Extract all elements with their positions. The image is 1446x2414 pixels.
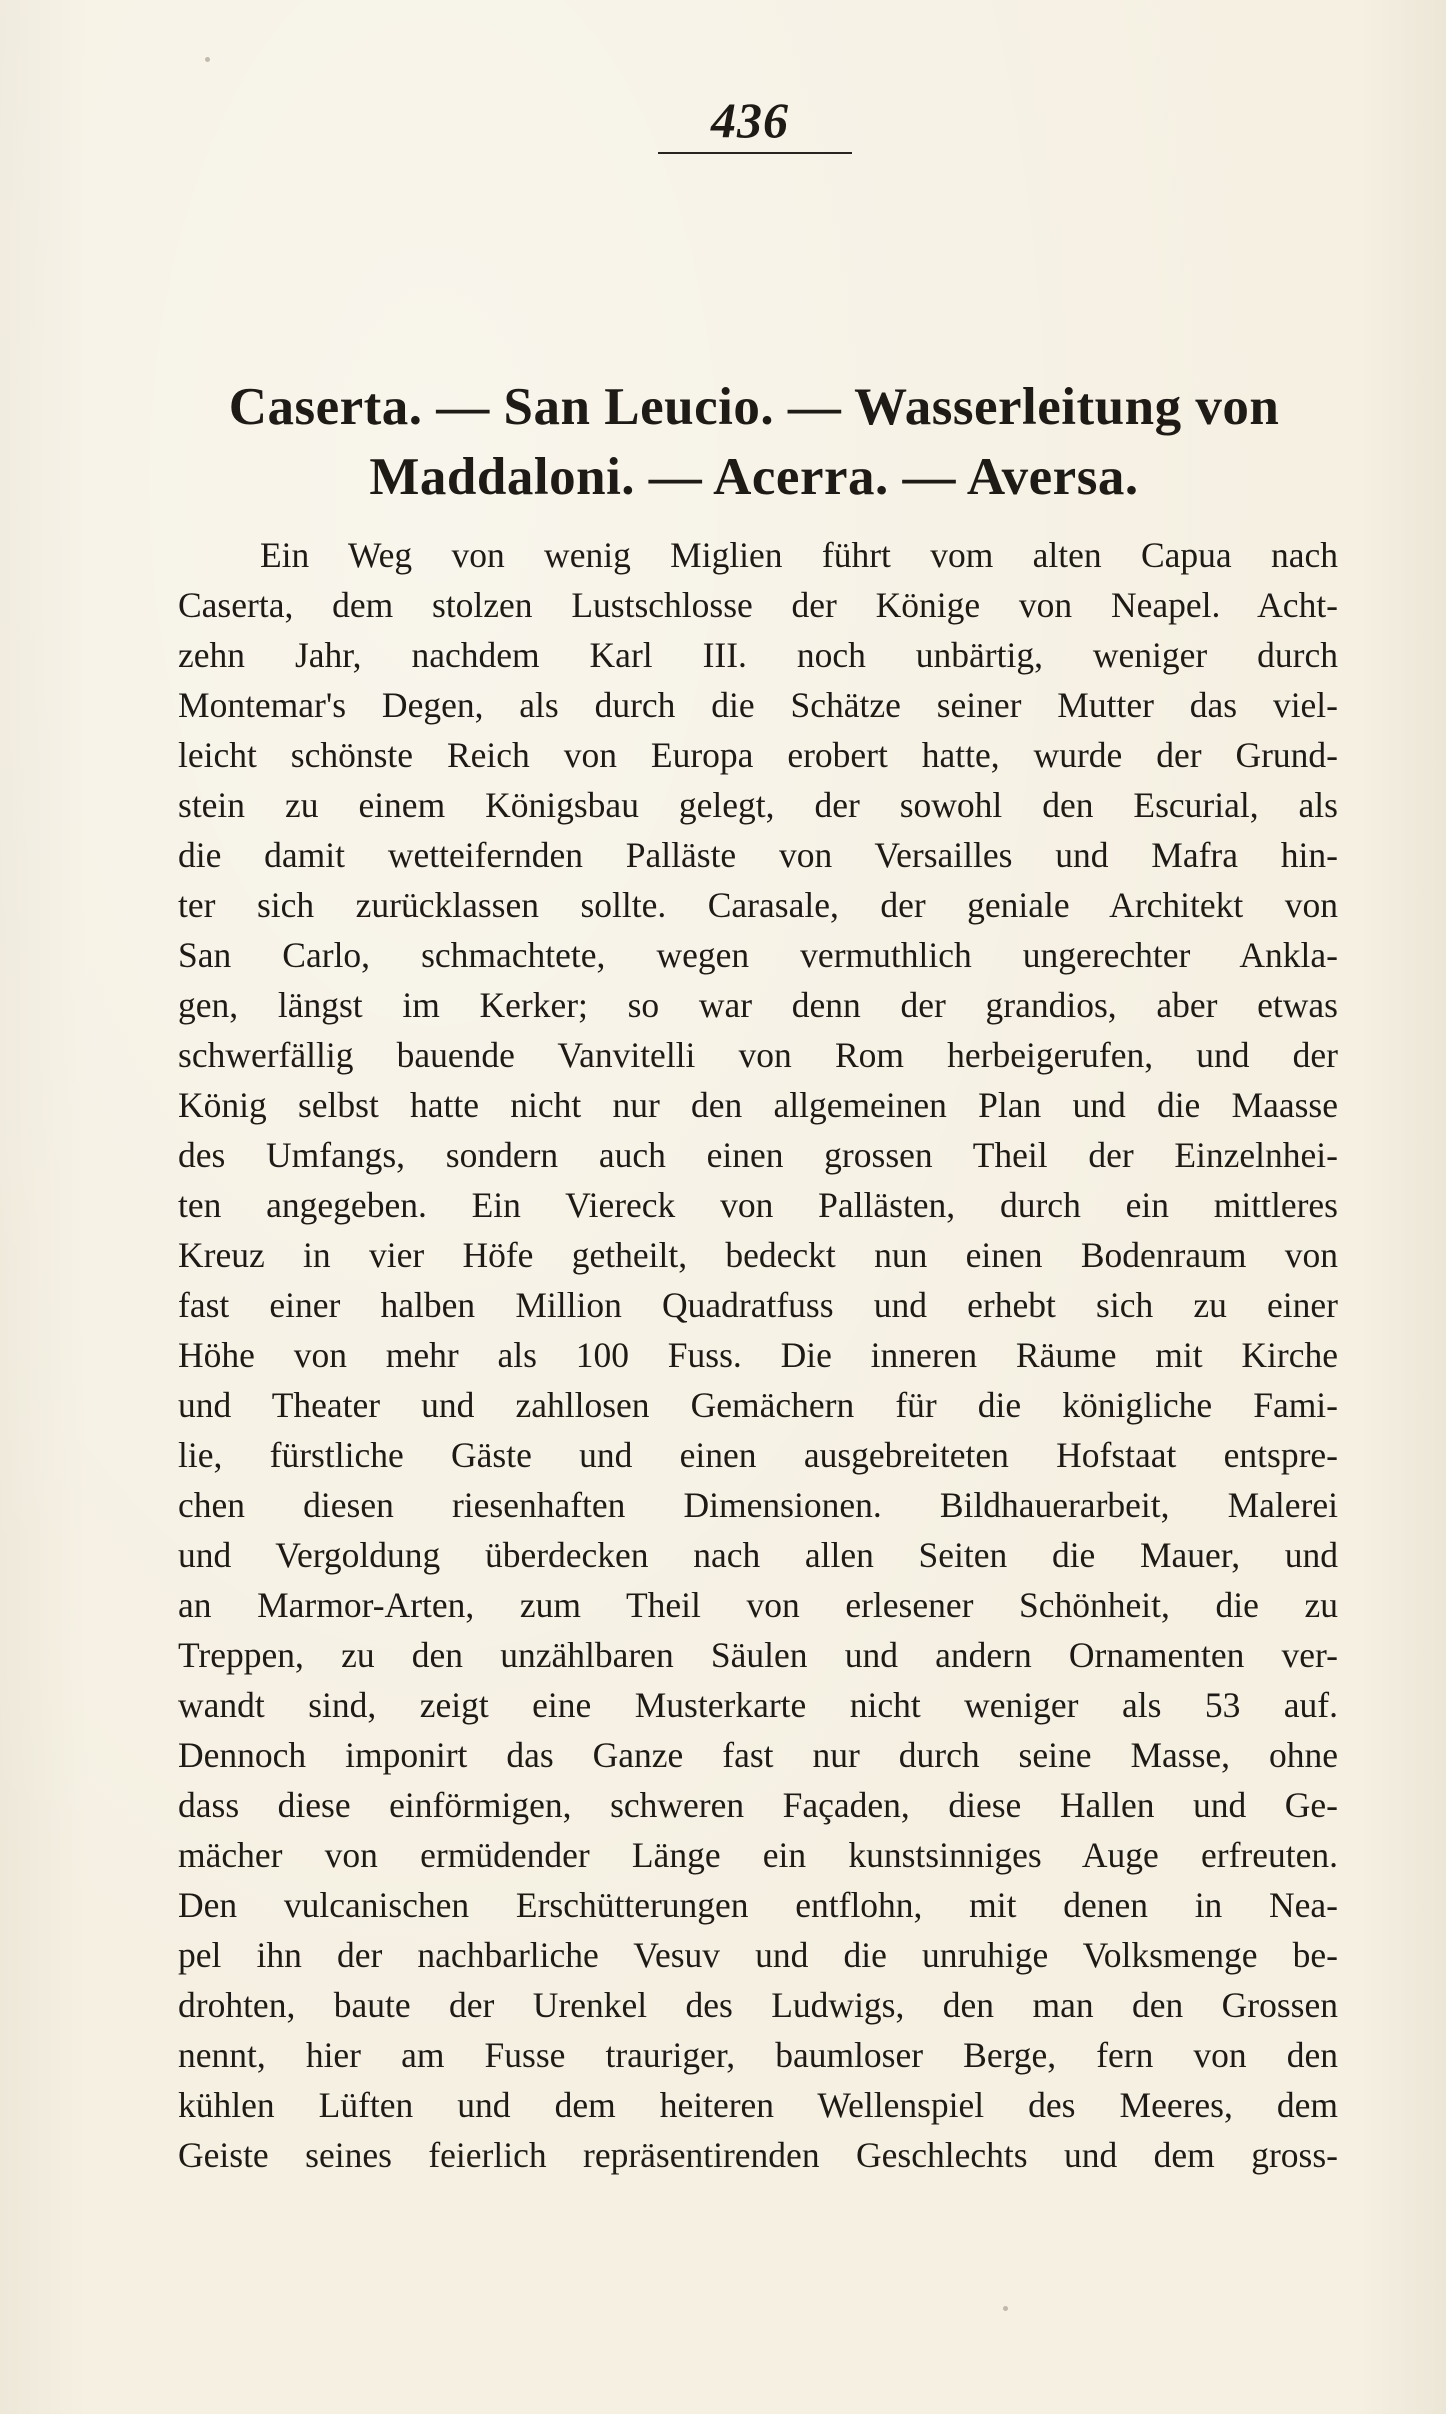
- text-line: fast einer halben Million Quadratfuss und erhebt sich zu einer: [178, 1285, 1338, 1325]
- text-line: an Marmor-Arten, zum Theil von erlesener Schönheit, die zu: [178, 1585, 1338, 1625]
- chapter-heading-line-1: Caserta. — San Leucio. — Wasserleitung von: [228, 378, 1280, 436]
- text-line: und Theater und zahllosen Gemächern für die königliche Fami-: [178, 1385, 1338, 1425]
- paper-speck: [1003, 2306, 1008, 2311]
- text-line: kühlen Lüften und dem heiteren Wellenspiel des Meeres, dem: [178, 2085, 1338, 2125]
- text-line: ten angegeben. Ein Viereck von Pallästen, durch ein mittleres: [178, 1185, 1338, 1225]
- text-line: drohten, baute der Urenkel des Ludwigs, den man den Grossen: [178, 1985, 1338, 2025]
- text-line: Montemar's Degen, als durch die Schätze seiner Mutter das viel-: [178, 685, 1338, 725]
- text-line: und Vergoldung überdecken nach allen Seiten die Mauer, und: [178, 1535, 1338, 1575]
- text-line: gen, längst im Kerker; so war denn der grandios, aber etwas: [178, 985, 1338, 1025]
- text-line: wandt sind, zeigt eine Musterkarte nicht weniger als 53 auf.: [178, 1685, 1338, 1725]
- text-line: Treppen, zu den unzählbaren Säulen und andern Ornamenten ver-: [178, 1635, 1338, 1675]
- text-line: Kreuz in vier Höfe getheilt, bedeckt nun einen Bodenraum von: [178, 1235, 1338, 1275]
- text-line: chen diesen riesenhaften Dimensionen. Bildhauerarbeit, Malerei: [178, 1485, 1338, 1525]
- text-line: stein zu einem Königsbau gelegt, der sowohl den Escurial, als: [178, 785, 1338, 825]
- text-line: die damit wetteifernden Palläste von Versailles und Mafra hin-: [178, 835, 1338, 875]
- header-rule: [658, 152, 852, 154]
- text-line: König selbst hatte nicht nur den allgemeinen Plan und die Maasse: [178, 1085, 1338, 1125]
- text-line: schwerfällig bauende Vanvitelli von Rom herbeigerufen, und der: [178, 1035, 1338, 1075]
- text-line: pel ihn der nachbarliche Vesuv und die unruhige Volksmenge be-: [178, 1935, 1338, 1975]
- text-line: leicht schönste Reich von Europa erobert hatte, wurde der Grund-: [178, 735, 1338, 775]
- text-line: Höhe von mehr als 100 Fuss. Die inneren Räume mit Kirche: [178, 1335, 1338, 1375]
- text-line: dass diese einförmigen, schweren Façaden, diese Hallen und Ge-: [178, 1785, 1338, 1825]
- text-line: Ein Weg von wenig Miglien führt vom alten Capua nach: [260, 535, 1338, 575]
- text-line: Den vulcanischen Erschütterungen entflohn, mit denen in Nea-: [178, 1885, 1338, 1925]
- body-paragraph: [178, 530, 1338, 2180]
- chapter-heading: [170, 372, 1338, 512]
- text-line: Dennoch imponirt das Ganze fast nur durch seine Masse, ohne: [178, 1735, 1338, 1775]
- text-line: lie, fürstliche Gäste und einen ausgebreiteten Hofstaat entspre-: [178, 1435, 1338, 1475]
- text-line: mächer von ermüdender Länge ein kunstsinniges Auge erfreuten.: [178, 1835, 1338, 1875]
- text-line: Caserta, dem stolzen Lustschlosse der Könige von Neapel. Acht-: [178, 585, 1338, 625]
- paper-speck: [205, 57, 210, 62]
- text-line: zehn Jahr, nachdem Karl III. noch unbärtig, weniger durch: [178, 635, 1338, 675]
- text-line: des Umfangs, sondern auch einen grossen Theil der Einzelnhei-: [178, 1135, 1338, 1175]
- page-number: 436: [711, 92, 789, 148]
- text-line: nennt, hier am Fusse trauriger, baumloser Berge, fern von den: [178, 2035, 1338, 2075]
- text-line: Geiste seines feierlich repräsentirenden Geschlechts und dem gross-: [178, 2135, 1338, 2175]
- text-line: ter sich zurücklassen sollte. Carasale, der geniale Architekt von: [178, 885, 1338, 925]
- chapter-heading-line-2: Maddaloni. — Acerra. — Aversa.: [369, 448, 1139, 506]
- text-line: San Carlo, schmachtete, wegen vermuthlich ungerechter Ankla-: [178, 935, 1338, 975]
